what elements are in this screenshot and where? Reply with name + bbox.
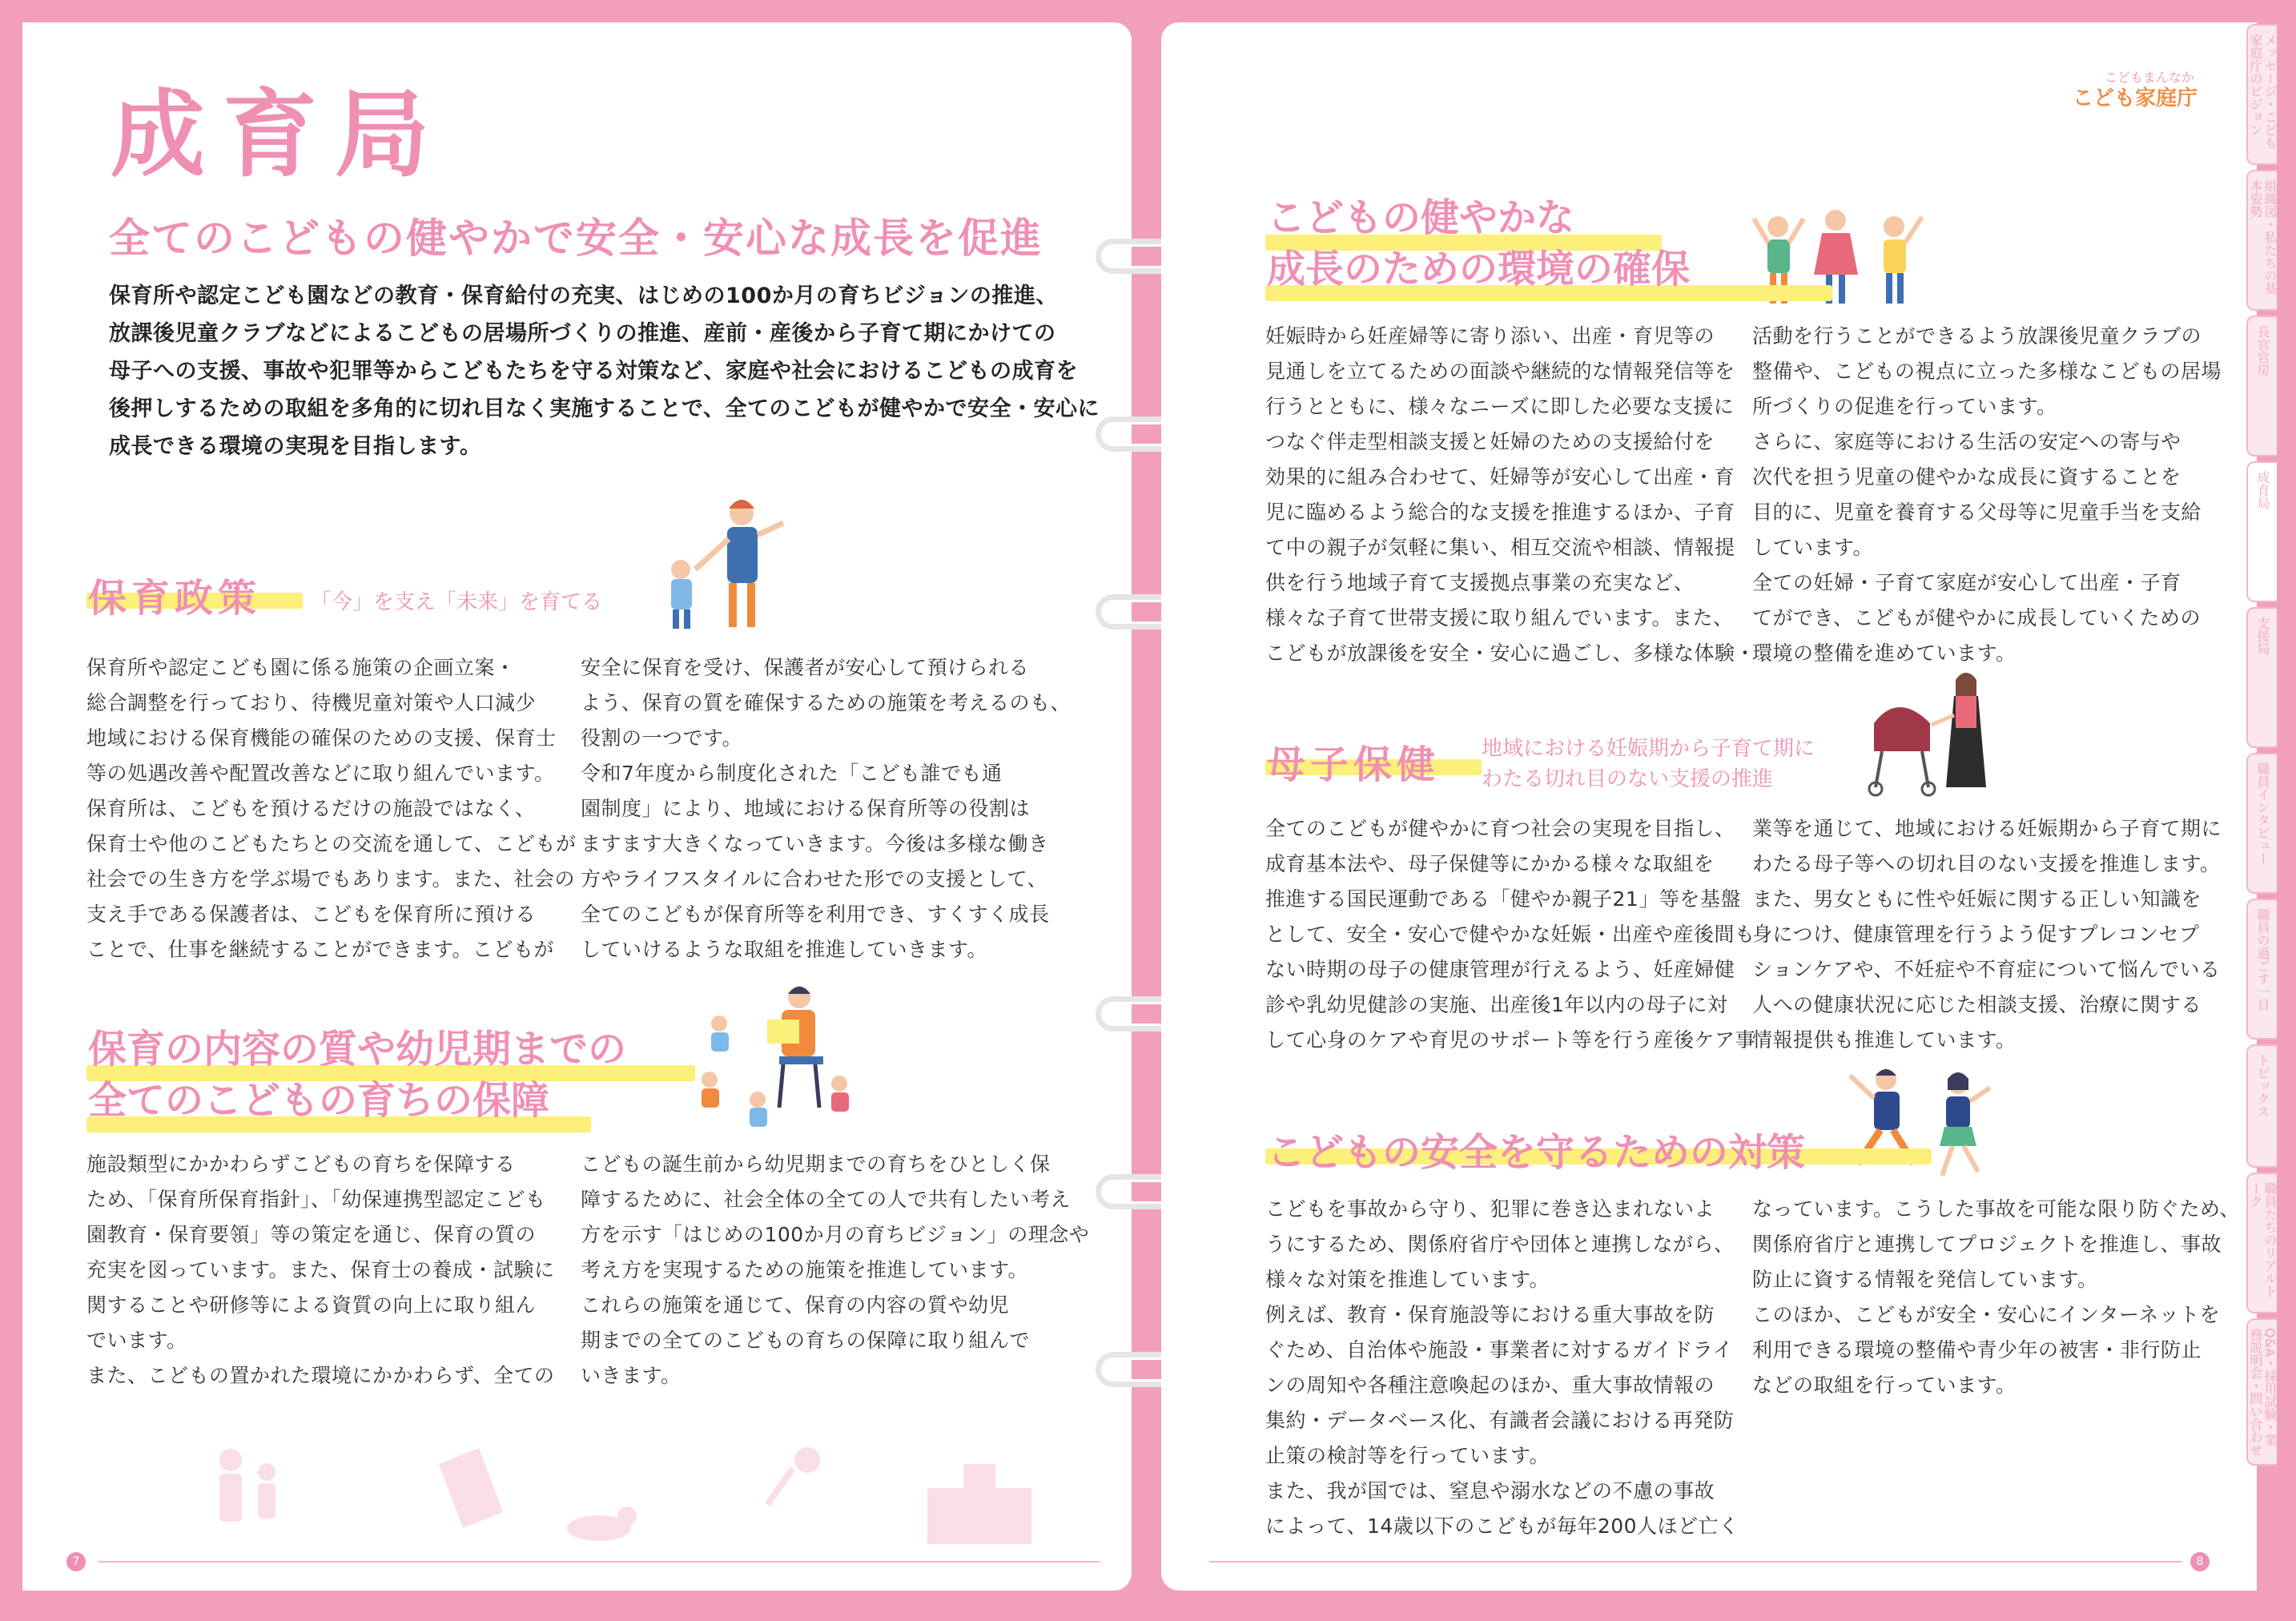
text-line: て中の親子が気軽に集い、相互交流や相談、情報提 — [1265, 536, 1735, 559]
text-line: ない時期の母子の健康管理が行えるよう、妊産婦健 — [1265, 958, 1735, 981]
section-heading-hoiku: 保育政策 — [88, 576, 262, 621]
decorative-pictograms — [199, 1440, 1039, 1552]
section-heading-safety: こどもの安全を守るための対策 — [1267, 1130, 1806, 1175]
text-line: 等の処遇改善や配置改善などに取り組んでいます。 — [86, 762, 555, 785]
side-tab-support[interactable] — [2246, 607, 2277, 748]
text-line: 充実を図っています。また、保育士の養成・試験に — [86, 1258, 555, 1281]
intro-line: 保育所や認定こども園などの教育・保育給付の充実、はじめの100か月の育ちビジョンの推進、 — [109, 284, 1058, 308]
section-tagline-hoiku: 「今」を支え「未来」を育てる — [311, 590, 603, 614]
text-line: 保育所や認定こども園に係る施策の企画立案・ — [86, 656, 516, 679]
text-line: よう、保育の質を確保するための施策を考えるのも、 — [581, 691, 1072, 714]
text-line: こどもが放課後を安全・安心に過ごし、多様な体験・ — [1265, 642, 1756, 665]
text-line: でいます。 — [86, 1329, 187, 1352]
text-line: 所づくりの促進を行っています。 — [1752, 395, 2057, 418]
text-line: なっています。こうした事故を可能な限り防ぐため、 — [1752, 1197, 2241, 1221]
side-tab-qa[interactable] — [2246, 1318, 2277, 1466]
text-line: として、安全・安心で健やかな妊娠・出産や産後間も — [1265, 923, 1755, 946]
agency-logo: こども家庭庁 — [2073, 86, 2198, 111]
side-tab-interview[interactable] — [2246, 753, 2277, 894]
text-line: 園制度」により、地域における保育所等の役割は — [581, 797, 1031, 820]
tagline-line: わたる切れ目のない支援の推進 — [1482, 767, 1774, 791]
intro-line: 放課後児童クラブなどによるこどもの居場所づくりの推進、産前・産後から子育て期にかけての — [109, 321, 1056, 346]
text-line: 支え手である保護者は、こどもを保育所に預ける — [86, 903, 537, 926]
text-line: ことで、仕事を継続することができます。こどもが — [86, 938, 555, 961]
text-line: 集約・データベース化、有識者会議における再発防 — [1265, 1409, 1735, 1432]
page-number-left: 7 — [66, 1552, 86, 1571]
text-line: 障するために、社会全体の全ての人で共有したい考え — [581, 1188, 1072, 1211]
text-line: 例えば、教育・保育施設等における重大事故を防 — [1265, 1303, 1715, 1326]
text-line: 環境の整備を進めています。 — [1752, 642, 2017, 665]
text-line: 令和7年度から制度化された「こども誰でも通 — [581, 762, 1003, 785]
logo-tagline: こどもまんなか — [2105, 70, 2195, 85]
mother-stroller-illustration — [1866, 667, 2002, 803]
children-running-illustration — [1842, 1060, 2010, 1188]
footer-rule — [99, 1561, 1100, 1563]
side-tab-label: Q&A・採用試験・業務説明会・問い合わせ — [2248, 1328, 2278, 1456]
text-line: 関係府省庁と連携してプロジェクトを推進し、事故 — [1752, 1233, 2222, 1256]
text-line: 活動を行うことができるよう放課後児童クラブの — [1752, 324, 2202, 348]
text-line: このほか、こどもが安全・安心にインターネットを — [1752, 1303, 2221, 1326]
side-tab-day[interactable] — [2246, 899, 2277, 1040]
text-line: 効果的に組み合わせて、妊婦等が安心して出産・育 — [1265, 465, 1735, 489]
text-line: 見通しを立てるための面談や継続的な情報発信等を — [1265, 360, 1735, 383]
text-line: 総合調整を行っており、待機児童対策や人口減少 — [86, 691, 537, 714]
text-line: 様々な子育て世帯支援に取り組んでいます。また、 — [1265, 606, 1734, 629]
text-line: ションケアや、不妊症や不育症について悩んでいる — [1752, 958, 2221, 981]
hoiku-col2 — [581, 650, 1071, 967]
page-subtitle: 全てのこどもの健やかで安全・安心な成長を促進 — [109, 215, 1043, 263]
page-title: 成育局 — [111, 79, 448, 190]
tagline-line: 地域における妊娠期から子育て期に — [1482, 737, 1815, 761]
side-tab-secretariat[interactable] — [2246, 316, 2277, 457]
side-tab-organization[interactable] — [2246, 170, 2277, 311]
side-tab-topics[interactable] — [2246, 1044, 2277, 1168]
text-line: していけるような取組を推進していきます。 — [581, 938, 988, 961]
text-line: 全ての妊婦・子育て家庭が安心して出産・子育 — [1752, 571, 2181, 594]
text-line: てができ、こどもが健やかに成長していくための — [1752, 606, 2202, 629]
text-line: 防止に資する情報を発信しています。 — [1752, 1268, 2098, 1291]
text-line: 保育士や他のこどもたちとの交流を通して、こどもが — [86, 832, 577, 855]
text-line: 目的に、児童を養育する父母等に児童手当を支給 — [1752, 501, 2202, 524]
text-line: 行うとともに、様々なニーズに即した必要な支援に — [1265, 395, 1735, 418]
section-heading-environment — [1267, 192, 1690, 295]
text-line: 方やライフスタイルに合わせた形での支援として、 — [581, 867, 1048, 891]
page-number-right: 8 — [2190, 1552, 2210, 1571]
section-heading-line: こどもの健やかな — [1267, 195, 1575, 240]
text-line: 妊娠時から妊産婦等に寄り添い、出産・育児等の — [1265, 324, 1715, 348]
text-line: また、こどもの置かれた環境にかかわらず、全ての — [86, 1364, 555, 1387]
side-tab-seiiku[interactable] — [2246, 461, 2277, 602]
side-tab-label: メッセージ・こども家庭庁のビジョン — [2248, 34, 2278, 149]
quality-col2 — [581, 1147, 1089, 1394]
side-tab-label: 職員インタビュー — [2255, 762, 2270, 865]
section-heading-line: 成長のための環境の確保 — [1267, 247, 1691, 292]
hoiku-col1 — [86, 650, 577, 967]
text-line: 人への健康状況に応じた相談支援、治療に関する — [1752, 993, 2202, 1016]
text-line: 止策の検討等を行っています。 — [1265, 1444, 1550, 1467]
text-line: などの取組を行っています。 — [1752, 1374, 2017, 1397]
text-line: 方を示す「はじめの100か月の育ちビジョン」の理念や — [581, 1223, 1090, 1246]
side-tab-label: 職員の過ごす一日 — [2255, 908, 2270, 1011]
intro-line: 後押しするための取組を多角的に切れ目なく実施することで、全てのこどもが健やかで安全・安心に — [109, 396, 1100, 421]
text-line: 次代を担う児童の健やかな成長に資することを — [1752, 465, 2181, 489]
side-tab-label: 成育局 — [2255, 471, 2270, 509]
text-line: 診や乳幼児健診の実施、出産後1年以内の母子に対 — [1265, 993, 1728, 1016]
side-tab-label: 職員たちのリアルトーク — [2248, 1182, 2278, 1297]
text-line: ぐため、自治体や施設・事業者に対するガイドライ — [1265, 1338, 1734, 1362]
right-page — [1161, 22, 2257, 1591]
text-line: 情報提供も推進しています。 — [1752, 1028, 2017, 1052]
reading-children-illustration — [687, 979, 863, 1140]
text-line: 児に臨めるよう総合的な支援を推進するほか、子育 — [1265, 501, 1735, 524]
section-tagline-maternal — [1482, 734, 1815, 794]
section-heading-line: 全てのこどもの育ちの保障 — [88, 1078, 550, 1123]
text-line: つなぐ伴走型相談支援と妊婦のための支援給付を — [1265, 430, 1715, 453]
text-line: わたる母子等への切れ目のない支援を推進します。 — [1752, 852, 2221, 875]
intro-line: 成長できる環境の実現を目指します。 — [109, 434, 482, 459]
text-line: 社会での生き方を学ぶ場でもあります。また、社会の — [86, 867, 576, 891]
maternal-col1 — [1265, 811, 1755, 1058]
text-line: 施設類型にかかわらずこどもの育ちを保障する — [86, 1152, 516, 1176]
text-line: 成育基本法や、母子保健等にかかる様々な取組を — [1265, 852, 1715, 875]
text-line: 全てのこどもが保育所等を利用でき、すくすく成長 — [581, 903, 1050, 926]
intro-line: 母子への支援、事故や犯罪等からこどもたちを守る対策など、家庭や社会におけるこどもの成育を — [109, 359, 1078, 384]
text-line: いきます。 — [581, 1364, 682, 1387]
text-line: こどもを事故から守り、犯罪に巻き込まれないよ — [1265, 1197, 1715, 1221]
intro-paragraph — [109, 277, 1100, 465]
side-tab-label: 組織図・私たちの基本姿勢 — [2248, 179, 2278, 295]
text-line: 全てのこどもが健やかに育つ社会の実現を目指し、 — [1265, 817, 1735, 840]
text-line: 推進する国民運動である「健やか親子21」等を基盤 — [1265, 887, 1741, 911]
teacher-child-illustration — [639, 483, 799, 643]
maternal-col2 — [1752, 811, 2222, 1058]
text-line: また、男女ともに性や妊娠に関する正しい知識を — [1752, 887, 2202, 911]
text-line: して心身のケアや育児のサポート等を行う産後ケア事 — [1265, 1028, 1756, 1052]
side-tab-label: トピックス — [2255, 1054, 2270, 1118]
side-tab-label: 支援局 — [2255, 617, 2270, 655]
safety-col1 — [1265, 1192, 1739, 1544]
section-heading-maternal: 母子保健 — [1267, 742, 1441, 787]
text-line: 期までの全てのこどもの育ちの保障に取り組んで — [581, 1329, 1031, 1352]
text-line: また、我が国では、窒息や溺水などの不慮の事故 — [1265, 1479, 1715, 1502]
left-page — [22, 22, 1132, 1591]
text-line: これらの施策を通じて、保育の内容の質や幼児 — [581, 1293, 1010, 1317]
side-tab-label: 長官官房 — [2255, 325, 2270, 376]
text-line: によって、14歳以下のこどもが毎年200人ほど亡く — [1265, 1514, 1739, 1538]
text-line: 安全に保育を受け、保護者が安心して預けられる — [581, 656, 1030, 679]
text-line: さらに、家庭等における生活の安定への寄与や — [1752, 430, 2181, 453]
text-line: ンの周知や各種注意喚起のほか、重大事故情報の — [1265, 1374, 1715, 1397]
text-line: 保育所は、こどもを預けるだけの施設ではなく、 — [86, 797, 536, 820]
text-line: しています。 — [1752, 536, 1874, 559]
text-line: ますます大きくなっていきます。今後は多様な働き — [581, 832, 1049, 855]
environment-col1 — [1265, 319, 1755, 671]
text-line: こどもの誕生前から幼児期までの育ちをひとしく保 — [581, 1152, 1051, 1176]
text-line: うにするため、関係府省庁や団体と連携しながら、 — [1265, 1233, 1735, 1256]
text-line: 地域における保育機能の確保のための支援、保育士 — [86, 726, 557, 750]
quality-col1 — [86, 1147, 555, 1394]
text-line: 整備や、こどもの視点に立った多様なこどもの居場 — [1752, 360, 2222, 383]
text-line: 様々な対策を推進しています。 — [1265, 1268, 1550, 1291]
footer-rule — [1209, 1561, 2182, 1563]
side-tab-message[interactable] — [2246, 24, 2277, 165]
safety-col2 — [1752, 1192, 2240, 1403]
section-heading-line: 保育の内容の質や幼児期までの — [88, 1027, 627, 1072]
text-line: 園教育・保育要領」等の策定を通じ、保育の質の — [86, 1223, 537, 1246]
environment-col2 — [1752, 319, 2222, 671]
text-line: 供を行う地域子育て支援拠点事業の充実など、 — [1265, 571, 1695, 594]
text-line: 関することや研修等による資質の向上に取り組ん — [86, 1293, 537, 1317]
section-heading-quality — [88, 1024, 626, 1126]
text-line: 身につけ、健康管理を行うよう促すプレコンセプ — [1752, 923, 2200, 946]
text-line: ため、「保育所保育指針」、「幼保連携型認定こども — [86, 1188, 546, 1211]
text-line: 考え方を実現するための施策を推進しています。 — [581, 1258, 1029, 1281]
text-line: 役割の一つです。 — [581, 726, 743, 750]
text-line: 業等を通じて、地域における妊娠期から子育て期に — [1752, 817, 2222, 840]
side-tab-talk[interactable] — [2246, 1173, 2277, 1313]
text-line: 利用できる環境の整備や青少年の被害・非行防止 — [1752, 1338, 2202, 1362]
